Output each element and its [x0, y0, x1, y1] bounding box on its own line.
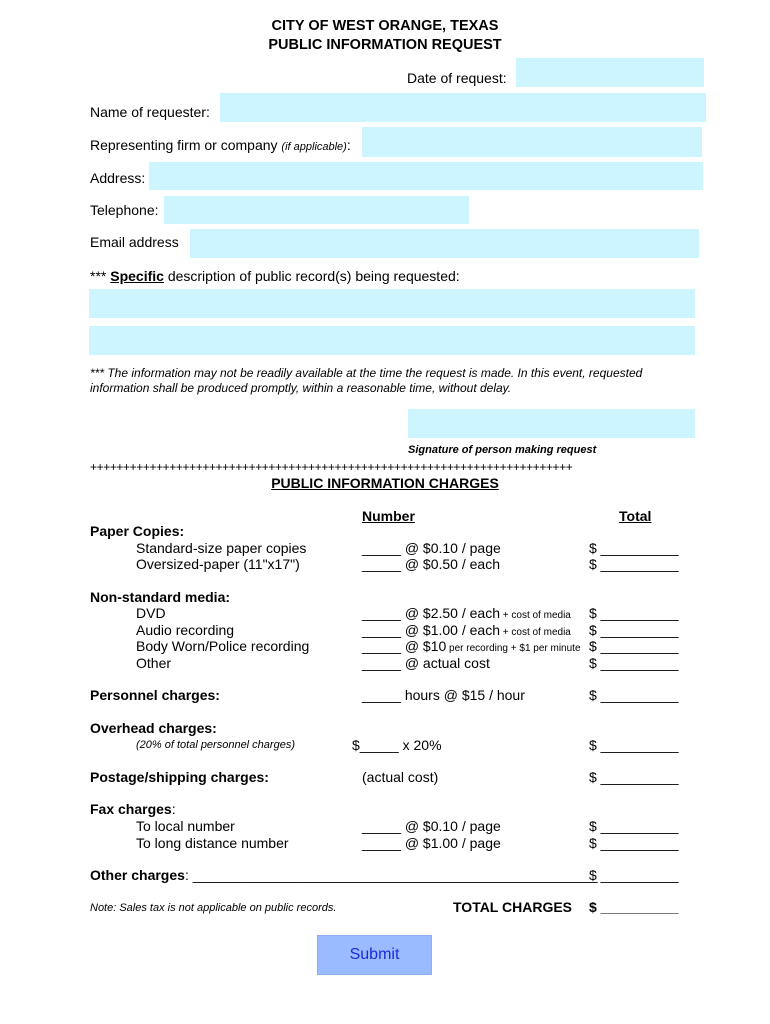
city-title: CITY OF WEST ORANGE, TEXAS	[271, 18, 499, 34]
email-input[interactable]	[190, 229, 699, 258]
dvd-label: DVD	[136, 605, 166, 621]
paper-standard-label: Standard-size paper copies	[136, 540, 307, 556]
fax-heading: Fax charges:	[90, 801, 176, 817]
postage-label: Postage/shipping charges:	[90, 769, 269, 785]
firm-colon: :	[346, 137, 351, 153]
dvd-total: $ __________	[589, 605, 679, 621]
audio-label: Audio recording	[136, 622, 235, 638]
availability-notice	[90, 366, 642, 396]
fax-local-total: $ __________	[589, 818, 679, 834]
date-input[interactable]	[516, 58, 704, 87]
date-label: Date of request:	[407, 70, 507, 86]
email-label: Email address	[90, 234, 179, 250]
desc-prefix: ***	[90, 268, 111, 284]
charges-heading: PUBLIC INFORMATION CHARGES	[271, 475, 499, 491]
firm-hint: (if applicable)	[281, 141, 347, 153]
description-label	[90, 268, 460, 284]
notice-line-1: *** The information may not be readily available at the time the request is made. In this event, requested	[90, 366, 643, 380]
firm-label-row	[90, 137, 351, 153]
separator-line: +++++++++++++++++++++++++++++++++++++++++++++++++++++++++++++++++++++++++	[90, 460, 573, 474]
postage-rate: (actual cost)	[362, 769, 439, 785]
paper-oversized-rate: _____ @ $0.50 / each	[362, 556, 500, 572]
media-heading: Non-standard media:	[90, 589, 231, 605]
total-charges-label: TOTAL CHARGES	[453, 899, 573, 915]
fax-local-label: To local number	[136, 818, 235, 834]
total-column-header: Total	[619, 508, 652, 524]
paper-copies-heading: Paper Copies:	[90, 523, 185, 539]
desc-rest: description of public record(s) being requested:	[163, 268, 460, 284]
paper-standard-total: $ __________	[589, 540, 679, 556]
description-input-2[interactable]	[89, 326, 695, 355]
signature-input[interactable]	[408, 409, 695, 438]
overhead-total: $ __________	[589, 737, 679, 753]
personnel-total: $ __________	[589, 687, 679, 703]
desc-specific: Specific	[110, 268, 164, 284]
address-input[interactable]	[149, 162, 703, 190]
fax-long-rate: _____ @ $1.00 / page	[362, 835, 501, 851]
other-media-rate: _____ @ actual cost	[362, 655, 490, 671]
other-media-total: $ __________	[589, 655, 679, 671]
overhead-hint: (20% of total personnel charges)	[136, 739, 295, 751]
total-charges-value: $ __________	[589, 899, 679, 915]
overhead-label: Overhead charges:	[90, 720, 217, 736]
form-title: PUBLIC INFORMATION REQUEST	[268, 37, 502, 53]
number-column-header: Number	[362, 508, 415, 524]
personnel-label: Personnel charges:	[90, 687, 220, 703]
postage-total: $ __________	[589, 769, 679, 785]
firm-label: Representing firm or company	[90, 137, 282, 153]
fax-local-rate: _____ @ $0.10 / page	[362, 818, 501, 834]
fax-long-total: $ __________	[589, 835, 679, 851]
submit-button[interactable]: Submit	[317, 935, 432, 975]
body-worn-label: Body Worn/Police recording	[136, 638, 310, 654]
body-worn-rate: _____ @ $10 per recording + $1 per minute	[362, 638, 581, 654]
telephone-label: Telephone:	[90, 202, 159, 218]
signature-label: Signature of person making request	[408, 444, 597, 456]
name-input[interactable]	[220, 93, 706, 122]
sales-tax-note: Note: Sales tax is not applicable on public records.	[90, 902, 337, 914]
name-label: Name of requester:	[90, 104, 210, 120]
other-charges-total: $ __________	[589, 867, 679, 883]
overhead-rate: $_____ x 20%	[352, 737, 442, 753]
body-worn-total: $ __________	[589, 638, 679, 654]
telephone-input[interactable]	[164, 196, 469, 224]
notice-line-2: information shall be produced promptly, within a reasonable time, without delay.	[90, 381, 512, 395]
fax-long-label: To long distance number	[136, 835, 289, 851]
paper-oversized-total: $ __________	[589, 556, 679, 572]
dvd-rate: _____ @ $2.50 / each + cost of media	[362, 605, 571, 621]
address-label: Address:	[90, 170, 146, 186]
audio-total: $ __________	[589, 622, 679, 638]
description-input-1[interactable]	[89, 289, 695, 318]
paper-oversized-label: Oversized-paper (11"x17")	[136, 556, 300, 572]
audio-rate: _____ @ $1.00 / each + cost of media	[362, 622, 571, 638]
other-media-label: Other	[136, 655, 172, 671]
other-charges-row: Other charges: ____________________________________________________	[90, 867, 598, 883]
firm-input[interactable]	[362, 127, 702, 157]
personnel-rate: _____ hours @ $15 / hour	[362, 687, 525, 703]
paper-standard-rate: _____ @ $0.10 / page	[362, 540, 501, 556]
